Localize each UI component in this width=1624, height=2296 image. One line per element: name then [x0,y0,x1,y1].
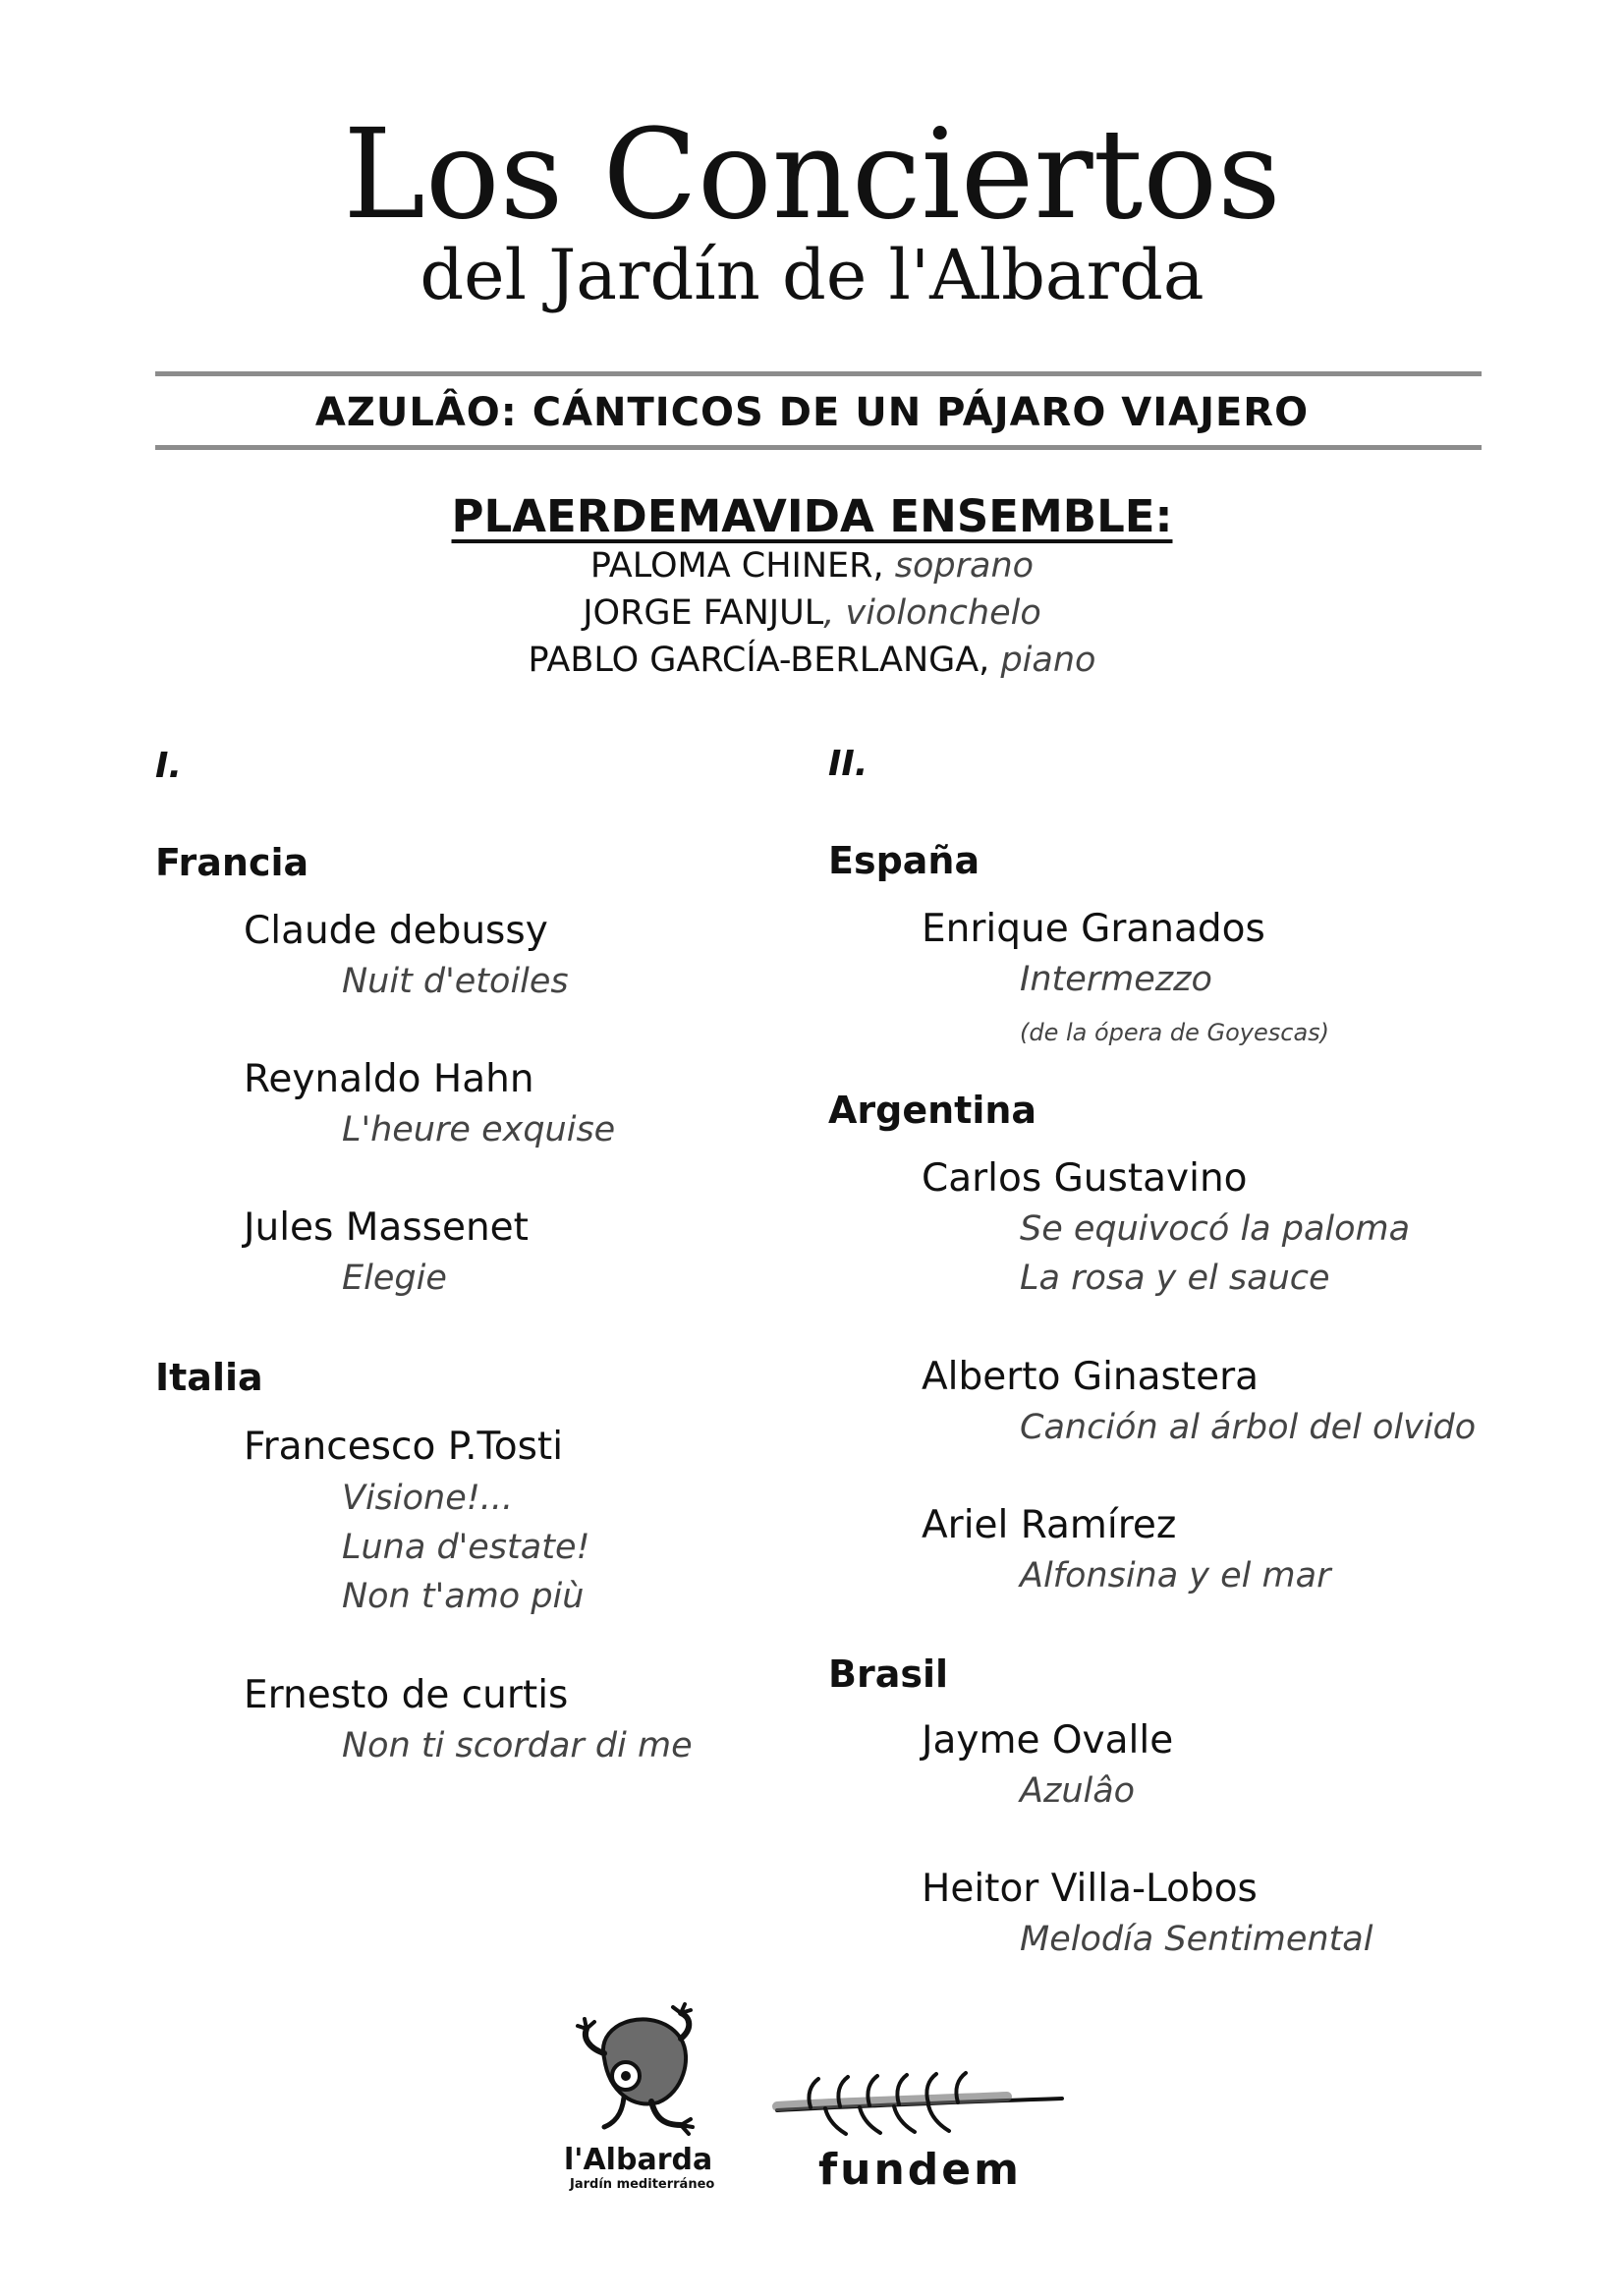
part-label: II. [828,744,868,784]
composer-name: Jayme Ovalle [922,1718,1174,1763]
country-heading: España [828,839,980,882]
composer-name: Claude debussy [244,909,548,953]
ensemble-name: PLAERDEMAVIDA ENSEMBLE: [451,490,1173,542]
page-subtitle: del Jardín de l'Albarda [420,235,1204,315]
composer-name: Carlos Gustavino [922,1156,1248,1201]
composer-name: Heitor Villa-Lobos [922,1867,1258,1911]
divider-bottom [155,445,1482,450]
performer: PALOMA CHINER, soprano [589,546,1035,586]
albarda-logo-tagline: Jardín mediterráneo [570,2177,715,2192]
performer: JORGE FANJUL, violonchelo [583,593,1041,633]
work-title: Luna d'estate! [342,1528,590,1567]
work-title: L'heure exquise [342,1110,616,1149]
fundem-logo-name: fundem [818,2145,1022,2195]
albarda-logo-name: l'Albarda [564,2143,713,2177]
work-note: (de la ópera de Goyescas) [1020,1019,1330,1046]
divider-top [155,371,1482,376]
branch-icon [771,2063,1066,2152]
part-label: I. [155,746,183,786]
composer-name: Francesco P.Tosti [244,1425,564,1469]
work-title: Canción al árbol del olvido [1020,1408,1477,1447]
composer-name: Reynaldo Hahn [244,1057,534,1101]
page-title: Los Conciertos [343,102,1281,247]
country-heading: Francia [155,841,309,884]
work-title: Non ti scordar di me [342,1726,693,1765]
composer-name: Enrique Granados [922,907,1265,951]
work-title: Visione!... [342,1479,514,1518]
performer-list [0,542,1624,684]
work-title: Azulâo [1020,1771,1136,1811]
composer-name: Ariel Ramírez [922,1503,1177,1547]
work-title: Intermezzo [1020,960,1212,999]
work-title: Alfonsina y el mar [1020,1556,1331,1596]
work-title: La rosa y el sauce [1020,1259,1330,1298]
work-title: Elegie [342,1259,447,1298]
composer-name: Jules Massenet [244,1205,529,1250]
country-heading: Argentina [828,1089,1037,1132]
work-title: Melodía Sentimental [1020,1920,1373,1959]
concert-title: AZULÂO: CÁNTICOS DE UN PÁJARO VIAJERO [314,390,1310,435]
performer: PABLO GARCÍA-BERLANGA, piano [528,641,1096,680]
composer-name: Alberto Ginastera [922,1355,1260,1399]
frog-icon [565,1999,742,2147]
work-title: Non t'amo più [342,1577,585,1616]
work-title: Se equivocó la paloma [1020,1209,1411,1249]
composer-name: Ernesto de curtis [244,1673,569,1717]
country-heading: Brasil [828,1652,949,1696]
work-title: Nuit d'etoiles [342,962,569,1001]
country-heading: Italia [155,1356,263,1399]
